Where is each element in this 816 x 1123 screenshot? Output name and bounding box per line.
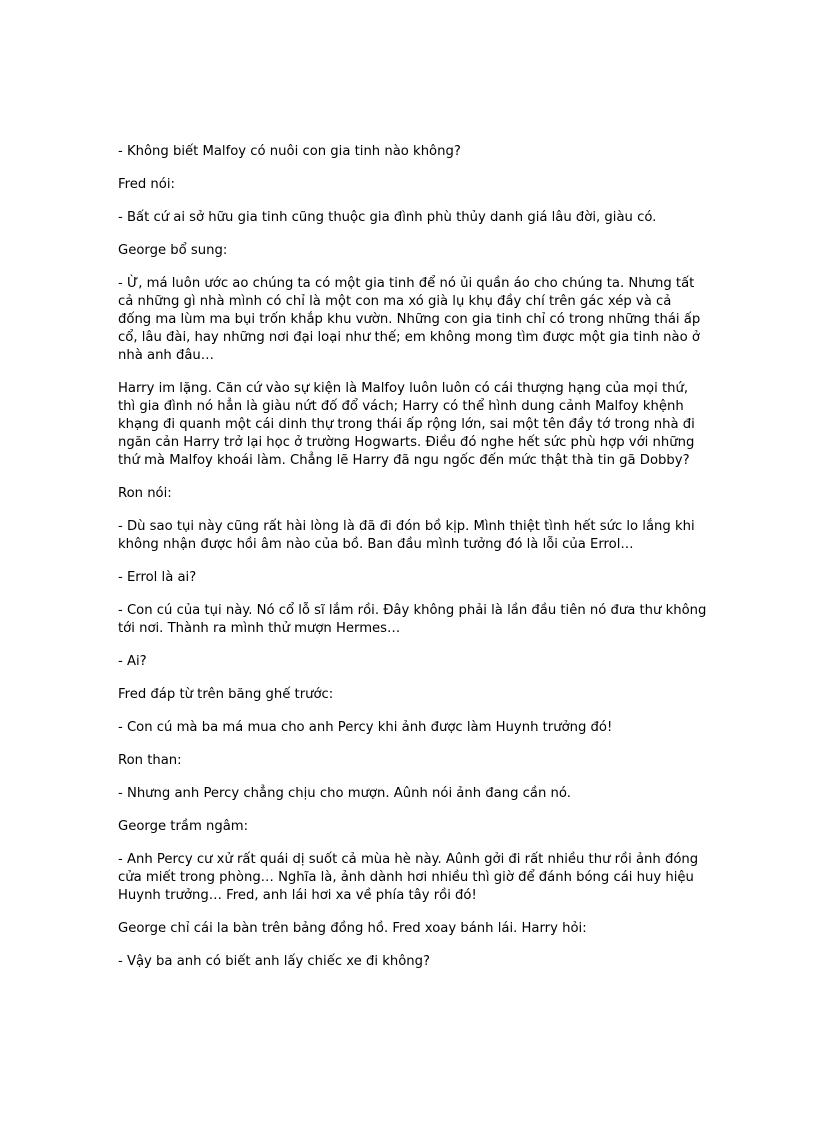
paragraph-4: George bổ sung: [118,243,228,258]
paragraph-6: Harry im lặng. Căn cứ vào sự kiện là Malfoy luôn luôn có cái thượng hạng của mọi thứ, thì gia đình nó hẳn là giàu nứt đố đổ vách; Harry có thể hình dung cảnh Malfoy khệnh khạng đi quanh một cái dinh thự trong thái ấp rộng lớn, sai một tên đầy tớ trong nhà đi ngăn cản Harry trở lại học ở trường Hogwarts. Điều đó nghe hết sức phù hợp với những thứ mà Malfoy khoái làm. Chẳng lẽ Harry đã ngu ngốc đến mức thật thà tin gã Dobby? [118,381,695,468]
paragraph-9: - Errol là ai? [118,570,197,585]
paragraph-15: - Nhưng anh Percy chẳng chịu cho mượn. Aûnh nói ảnh đang cần nó. [118,786,571,801]
paragraph-2: Fred nói: [118,177,175,192]
paragraph-8: - Dù sao tụi này cũng rất hài lòng là đã đi đón bồ kịp. Mình thiệt tình hết sức lo lắng khi không nhận được hồi âm nào của bồ. Ban đầu mình tưởng đó là lỗi của Errol… [118,519,695,552]
paragraph-17: - Anh Percy cư xử rất quái dị suốt cả mùa hè này. Aûnh gởi đi rất nhiều thư rồi ảnh đóng cửa miết trong phòng… Nghĩa là, ảnh dành hơi nhiều thì giờ để đánh bóng cái huy hiệu Huynh trưởng… Fred, anh lái hơi xa về phía tây rồi đó! [118,852,699,903]
paragraph-14: Ron than: [118,753,182,768]
paragraph-19: - Vậy ba anh có biết anh lấy chiếc xe đi không? [118,954,430,969]
paragraph-5: - Ừ, má luôn ước ao chúng ta có một gia tinh để nó ủi quần áo cho chúng ta. Nhưng tất cả những gì nhà mình có chỉ là một con ma xó già lụ khụ đầy chí trên gác xép và cả đống ma lùm ma bụi trốn khắp khu vườn. Những con gia tinh chỉ có trong những thái ấp cổ, lâu đài, hay những nơi đại loại như thế; em không mong tìm được một gia tinh nào ở nhà anh đâu… [118,276,701,363]
paragraph-18: George chỉ cái la bàn trên bảng đồng hồ. Fred xoay bánh lái. Harry hỏi: [118,921,587,936]
paragraph-10: - Con cú của tụi này. Nó cổ lỗ sĩ lắm rồi. Đây không phải là lần đầu tiên nó đưa thư không tới nơi. Thành ra mình thử mượn Hermes… [118,603,707,636]
document-page [118,143,708,986]
paragraph-11: - Ai? [118,654,147,669]
paragraph-7: Ron nói: [118,486,172,501]
paragraph-16: George trầm ngâm: [118,819,249,834]
paragraph-12: Fred đáp từ trên băng ghế trước: [118,687,334,702]
paragraph-3: - Bất cứ ai sở hữu gia tinh cũng thuộc gia đình phù thủy danh giá lâu đời, giàu có. [118,210,657,225]
paragraph-1: - Không biết Malfoy có nuôi con gia tinh nào không? [118,144,461,159]
paragraph-13: - Con cú mà ba má mua cho anh Percy khi ảnh được làm Huynh trưởng đó! [118,720,613,735]
